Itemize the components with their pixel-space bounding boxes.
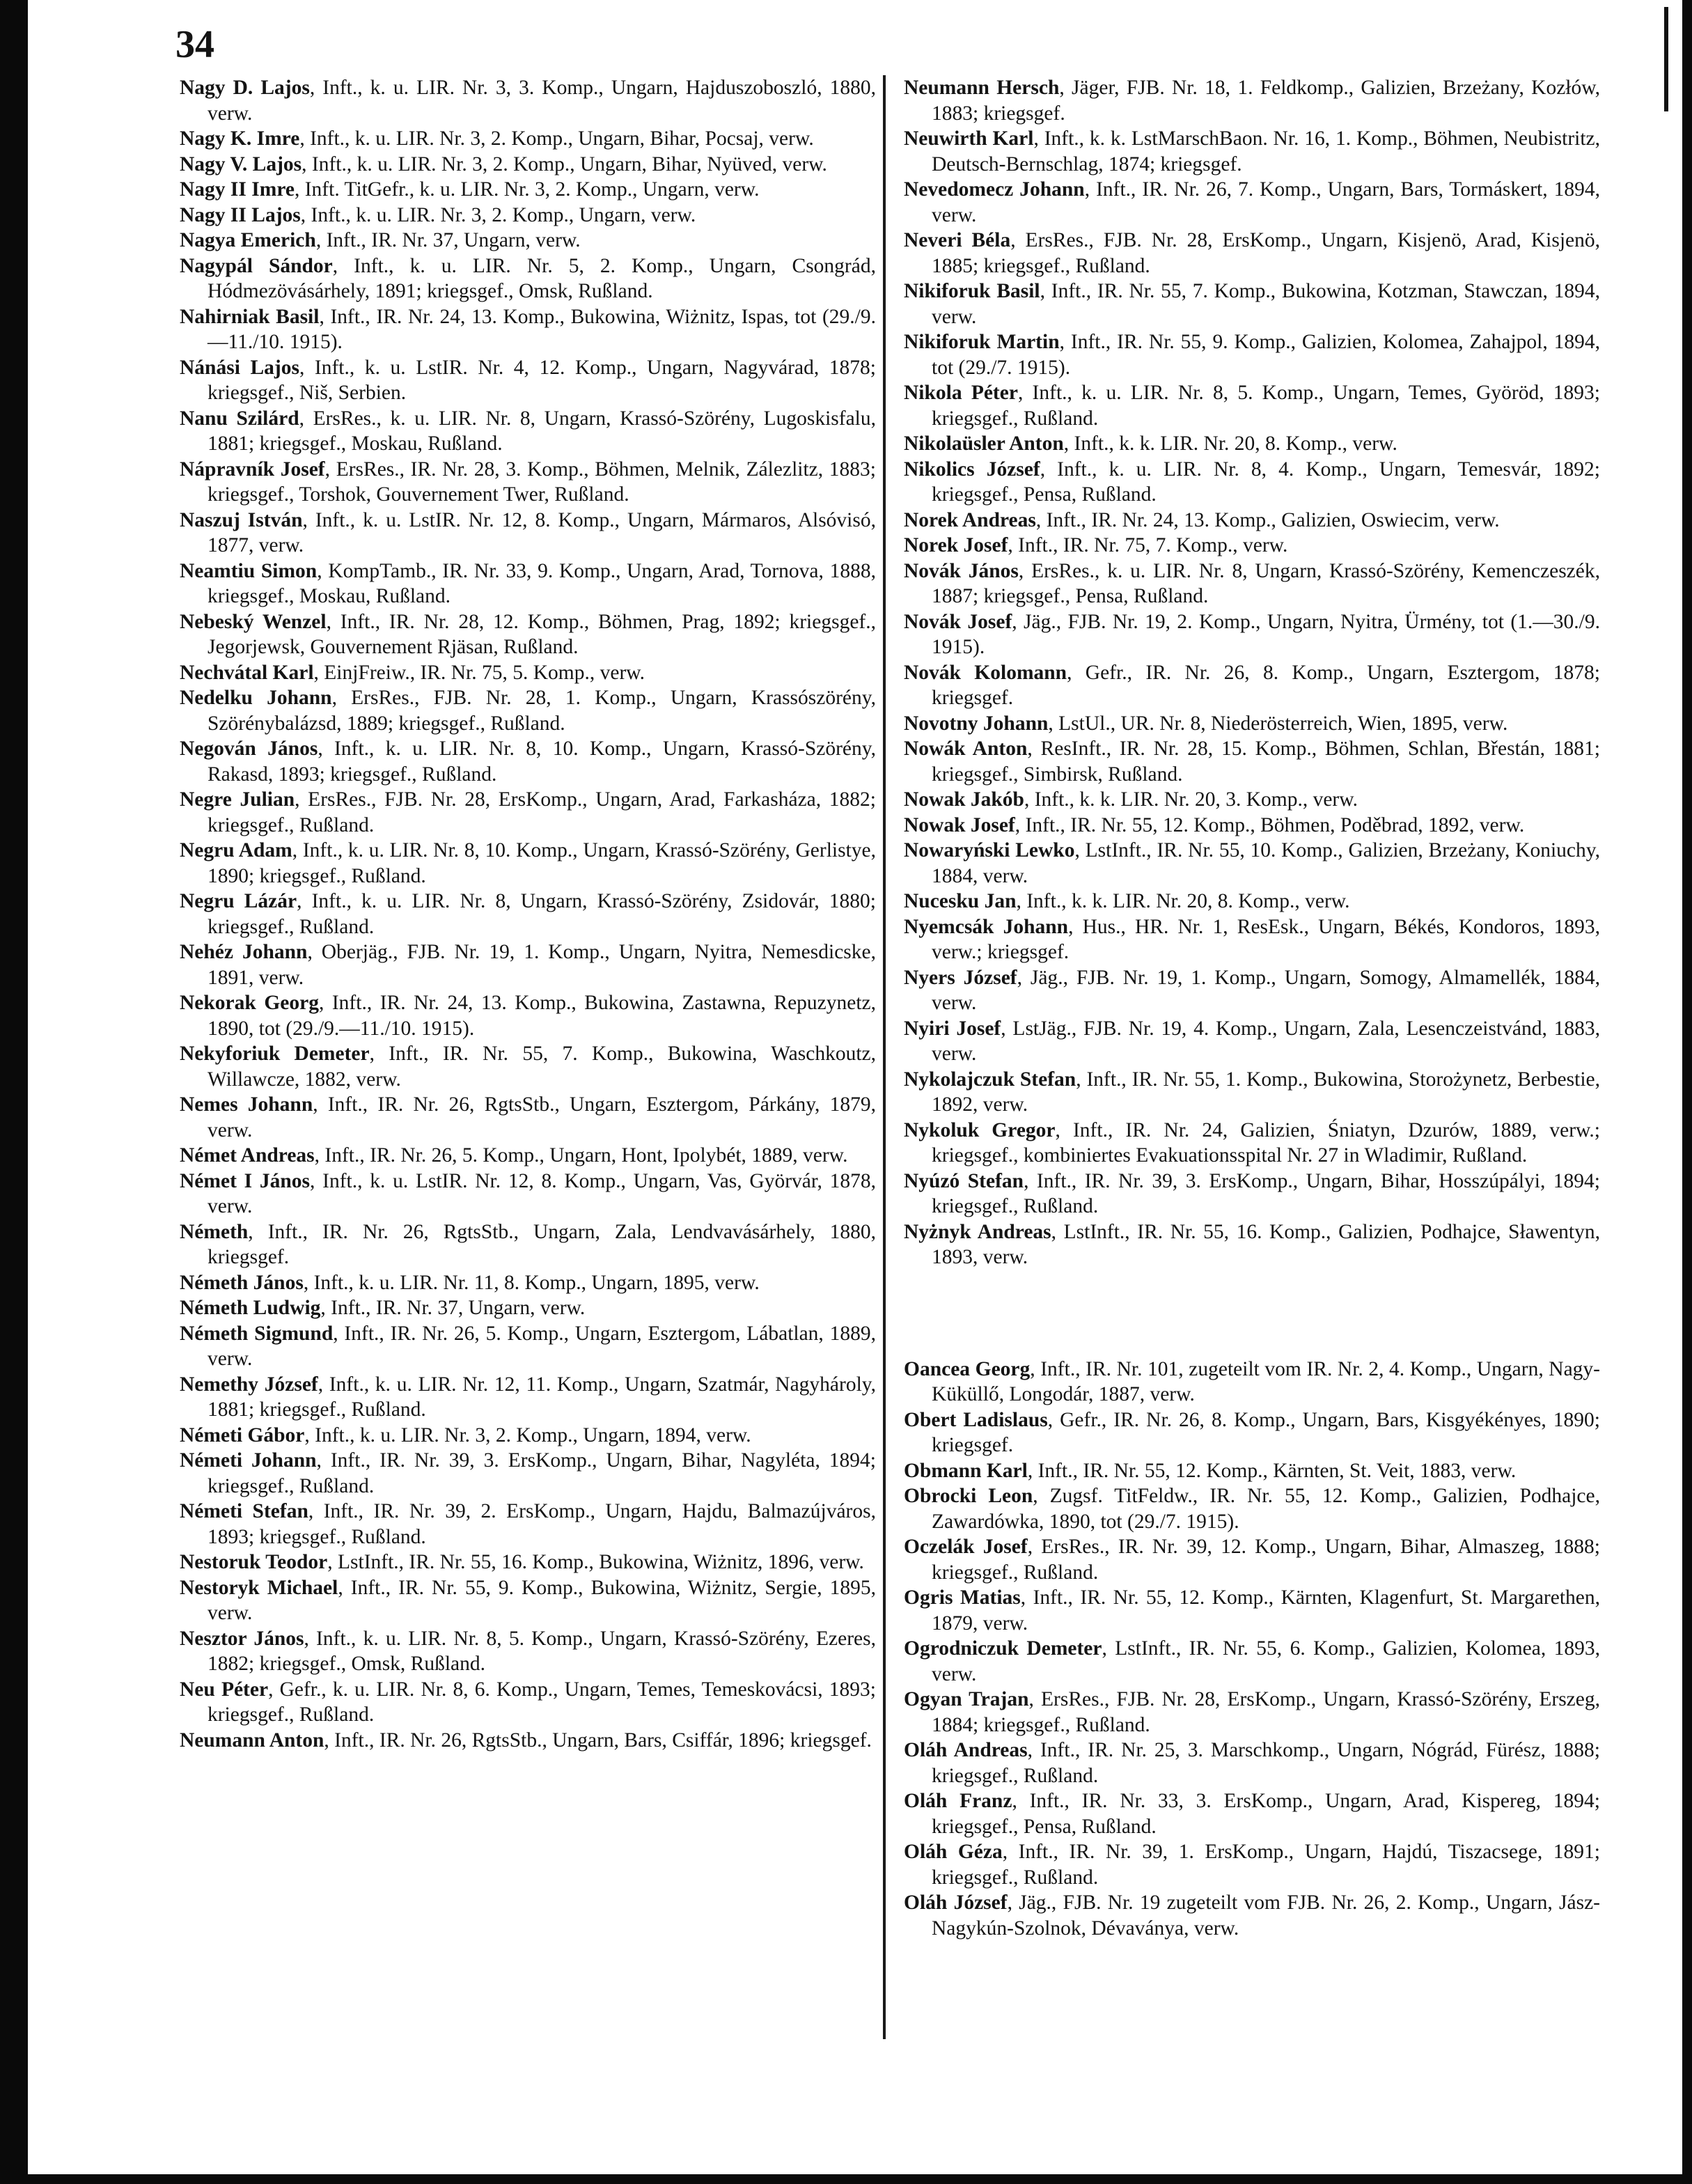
register-entry [180,889,876,939]
entry-name: Nestoryk Michael [180,1576,338,1599]
entry-details: , Inft., IR. Nr. 26, RgtsStb., Ungarn, Bars, Csiffár, 1896; kriegsgef. [324,1729,872,1752]
register-entry [180,177,876,203]
entry-name: Oczelák Josef [904,1536,1028,1558]
register-entry [904,1839,1600,1890]
entry-details: , LstInft., IR. Nr. 55, 16. Komp., Bukowina, Wiżnitz, 1896, verw. [327,1551,864,1573]
register-entry [904,1407,1600,1458]
register-entry [904,838,1600,889]
entry-details: , Inft., IR. Nr. 25, 3. Marschkomp., Ungarn, Nógrád, Fürész, 1888; kriegsgef., Rußland. [932,1739,1600,1787]
entry-name: Nestoruk Teodor [180,1551,328,1573]
entry-details: , Inft., IR. Nr. 24, 13. Komp., Galizien, Oswiecim, verw. [1035,508,1500,531]
entry-details: , Inft., k. u. LIR. Nr. 8, 5. Komp., Ungarn, Krassó-Szörény, Ezeres, 1882; kriegsgef., Omsk, Rußland. [207,1627,876,1675]
entry-details: , Inft., IR. Nr. 24, 13. Komp., Bukowina, Zastawna, Repuzynetz, 1890, tot (29./9.—11./10. 1915). [207,992,877,1040]
register-entry [904,1483,1600,1534]
entry-details: , ErsRes., FJB. Nr. 28, ErsKomp., Ungarn, Krassó-Szörény, Erszeg, 1884; kriegsgef., Rußland. [932,1688,1600,1736]
entry-name: Nehéz Johann [180,941,308,963]
section-gap [904,1270,1600,1357]
register-entry [180,75,876,126]
entry-name: Ogyan Trajan [904,1688,1029,1710]
register-entry [180,1372,876,1423]
entry-name: Obmann Karl [904,1459,1028,1482]
entry-name: Negru Adam [180,839,292,861]
entry-details: , LstInft., IR. Nr. 55, 6. Komp., Galizien, Kolomea, 1893, verw. [932,1637,1600,1685]
entry-details: , KompTamb., IR. Nr. 33, 9. Komp., Ungarn, Arad, Tornova, 1888, kriegsgef., Moskau, Rußland. [207,559,876,607]
entry-details: , Inft., IR. Nr. 26, 5. Komp., Ungarn, Esztergom, Lábatlan, 1889, verw. [207,1322,876,1370]
register-entry [180,1169,876,1219]
entry-details: , Hus., HR. Nr. 1, ResEsk., Ungarn, Békés, Kondoros, 1893, verw.; kriegsgef. [932,915,1601,963]
entry-name: Nagy D. Lajos [180,77,310,99]
entry-details: , Inft., IR. Nr. 55, 1. Komp., Bukowina, Storożynetz, Berbestie, 1892, verw. [932,1068,1600,1116]
entry-details: , Inft., k. u. LIR. Nr. 3, 2. Komp., Ungarn, verw. [300,203,696,226]
register-entry [180,203,876,228]
entry-name: Nagy II Lajos [180,203,301,226]
entry-details: , Inft., IR. Nr. 55, 12. Komp., Böhmen, Poděbrad, 1892, verw. [1015,813,1525,836]
entry-details: , Inft. TitGefr., k. u. LIR. Nr. 3, 2. Komp., Ungarn, verw. [294,178,760,201]
entry-details: , Oberjäg., FJB. Nr. 19, 1. Komp., Ungarn, Nyitra, Nemesdicske, 1891, verw. [207,941,876,989]
entry-details: , Inft., IR. Nr. 33, 3. ErsKomp., Ungarn, Arad, Kispereg, 1894; kriegsgef., Pensa, Rußland. [932,1790,1600,1838]
entry-details: , ErsRes., FJB. Nr. 28, 1. Komp., Ungarn, Krassószörény, Szörénybalázsd, 1889; kriegsgef., Rußland. [207,687,876,735]
entry-name: Nesztor János [180,1627,304,1650]
entry-name: Nucesku Jan [904,890,1017,912]
register-entry [180,1270,876,1296]
entry-details: , ErsRes., FJB. Nr. 28, ErsKomp., Ungarn, Kisjenö, Arad, Kisjenö, 1885; kriegsgef., Rußland. [932,229,1600,277]
entry-details: , Gefr., IR. Nr. 26, 8. Komp., Ungarn, Bars, Kisgyékényes, 1890; kriegsgef. [932,1408,1600,1456]
register-entry [904,889,1600,914]
entry-details: , Inft., k. u. LIR. Nr. 3, 3. Komp., Ungarn, Hajduszoboszló, 1880, verw. [207,77,876,125]
entry-name: Novák Josef [904,610,1012,633]
register-entry [904,126,1600,177]
register-entry [180,660,876,686]
register-entry [904,1788,1600,1839]
register-entry [180,152,876,178]
entry-name: Nagy K. Imre [180,127,300,150]
entry-details: , Inft., k. u. LIR. Nr. 3, 2. Komp., Ungarn, Bihar, Nyüved, verw. [301,153,827,176]
register-entry [904,1118,1600,1169]
register-entry [904,965,1600,1016]
register-entry [904,1534,1600,1585]
entry-name: Nowak Jakób [904,788,1024,811]
register-entry [180,304,876,355]
register-entry [180,1448,876,1499]
register-entry [904,228,1600,279]
entry-name: Neuwirth Karl [904,127,1034,150]
register-entry [180,1677,876,1728]
register-entry [180,1499,876,1550]
entry-name: Nagya Emerich [180,229,316,251]
register-entry [180,838,876,889]
entry-details: , Inft., IR. Nr. 37, Ungarn, verw. [315,229,581,251]
entry-name: Novotny Johann [904,712,1049,735]
register-entry [904,457,1600,508]
entry-details: , Inft., k. u. LIR. Nr. 8, 10. Komp., Ungarn, Krassó-Szörény, Gerlistye, 1890; kriegsgef., Rußland. [207,839,876,887]
register-entry [180,559,876,609]
entry-details: , LstJäg., FJB. Nr. 19, 4. Komp., Ungarn, Zala, Lesenczeistvánd, 1883, verw. [932,1017,1601,1065]
entry-details: , Inft., IR. Nr. 39, 3. ErsKomp., Ungarn, Bihar, Hosszúpályi, 1894; kriegsgef., Rußland. [932,1169,1600,1217]
right-column-n-entries [904,75,1600,1270]
entry-details: , Inft., IR. Nr. 26, RgtsStb., Ungarn, Zala, Lendvavásárhely, 1880, kriegsgef. [207,1220,876,1268]
register-entry [904,1458,1600,1484]
entry-name: Nápravník Josef [180,458,325,481]
entry-details: , Inft., IR. Nr. 101, zugeteilt vom IR. Nr. 2, 4. Komp., Ungarn, Nagy-Küküllő, Longodár, 1887, verw. [932,1357,1600,1405]
entry-name: Nekorak Georg [180,992,319,1014]
entry-name: Ogrodniczuk Demeter [904,1637,1102,1660]
entry-name: Nemes Johann [180,1093,313,1116]
register-entry [904,1585,1600,1636]
entry-name: Németi Gábor [180,1424,305,1446]
entry-name: Nykolajczuk Stefan [904,1068,1076,1091]
entry-details: , ErsRes., k. u. LIR. Nr. 8, Ungarn, Krassó-Szörény, Kemenczeszék, 1887; kriegsgef., Pensa, Rußland. [932,559,1600,607]
entry-name: Nyúzó Stefan [904,1169,1024,1192]
entry-name: Oláh József [904,1892,1008,1914]
entry-details: , Inft., IR. Nr. 39, 2. ErsKomp., Ungarn, Hajdu, Balmazújváros, 1893; kriegsgef., Rußland. [207,1500,876,1548]
register-entry [904,1738,1600,1788]
register-entry [904,1357,1600,1407]
entry-name: Naszuj István [180,508,303,531]
entry-name: Nykoluk Gregor [904,1118,1056,1141]
register-entry [904,559,1600,609]
entry-name: Oláh Franz [904,1790,1012,1812]
entry-name: Nowak Josef [904,813,1015,836]
entry-name: Nechvátal Karl [180,661,314,684]
scan-bottom-edge [0,2174,1692,2184]
register-entry [904,711,1600,737]
entry-name: Német I János [180,1169,310,1192]
entry-details: , Inft., k. u. LstIR. Nr. 12, 8. Komp., Ungarn, Vas, Györvár, 1878, verw. [207,1169,876,1217]
entry-details: , Inft., k. u. LIR. Nr. 5, 2. Komp., Ungarn, Csongrád, Hódmezövásárhely, 1891; kriegsgef., Omsk, Rußland. [207,254,876,302]
entry-details: , Inft., IR. Nr. 55, 12. Komp., Kärnten, Klagenfurt, St. Margarethen, 1879, verw. [932,1586,1601,1635]
entry-name: Nagy V. Lajos [180,153,302,176]
entry-name: Nagy II Imre [180,178,295,201]
entry-name: Neamtiu Simon [180,559,318,582]
register-entry [904,787,1600,813]
entry-name: Nebeský Wenzel [180,610,327,633]
register-entry [180,228,876,254]
entry-details: , Jäger, FJB. Nr. 18, 1. Feldkomp., Galizien, Brzeżany, Kozłów, 1883; kriegsgef. [932,77,1600,125]
entry-name: Norek Josef [904,534,1008,556]
register-entry [904,660,1600,711]
entry-name: Nyiri Josef [904,1017,1001,1040]
register-entry [180,1321,876,1372]
entry-name: Németi Stefan [180,1500,308,1522]
register-entry [180,508,876,559]
entry-details: , Inft., k. k. LIR. Nr. 20, 3. Komp., verw. [1024,788,1358,811]
entry-details: , Inft., k. u. LIR. Nr. 12, 11. Komp., Ungarn, Szatmár, Nagyhároly, 1881; kriegsgef., Rußland. [207,1373,876,1421]
entry-details: , ResInft., IR. Nr. 28, 15. Komp., Böhmen, Schlan, Břestán, 1881; kriegsgef., Simbirsk, Rußland. [932,738,1600,786]
register-entry [904,736,1600,787]
entry-name: Nahirniak Basil [180,305,320,328]
entry-name: Nowaryński Lewko [904,839,1075,861]
right-column [904,75,1600,1941]
register-entry [180,406,876,457]
entry-name: Nagypál Sándor [180,254,333,277]
entry-name: Német Andreas [180,1144,315,1167]
entry-details: , Inft., IR. Nr. 55, 9. Komp., Galizien, Kolomea, Zahajpol, 1894, tot (29./7. 1915). [932,331,1601,379]
register-entry [180,1143,876,1169]
register-entry [180,1423,876,1449]
register-entry [180,355,876,406]
entry-name: Nyemcsák Johann [904,915,1069,938]
scan-right-edge [1682,0,1692,2184]
register-entry [904,1169,1600,1219]
entry-details: , Inft., IR. Nr. 37, Ungarn, verw. [320,1297,586,1319]
entry-details: , Inft., k. u. LstIR. Nr. 12, 8. Komp., Ungarn, Mármaros, Alsóvisó, 1877, verw. [207,508,876,556]
entry-name: Oláh Andreas [904,1739,1028,1761]
register-entry [904,431,1600,457]
entry-details: , Inft., k. k. LIR. Nr. 20, 8. Komp., verw. [1063,432,1397,455]
entry-name: Negován János [180,738,318,760]
register-entry [180,1626,876,1677]
entry-name: Németh [180,1220,249,1243]
entry-details: , Inft., k. k. LstMarschBaon. Nr. 16, 1. Komp., Böhmen, Neubistritz, Deutsch-Bernschlag, 1874; kriegsgef. [932,127,1601,176]
register-entry [180,787,876,838]
register-entry [904,380,1600,431]
entry-name: Nowák Anton [904,738,1028,760]
register-entry [904,329,1600,380]
register-entry [904,1687,1600,1738]
entry-name: Németh János [180,1271,304,1294]
entry-details: , Inft., k. u. LstIR. Nr. 4, 12. Komp., Ungarn, Nagyvárad, 1878; kriegsgef., Niš, Serbien. [207,356,876,404]
entry-name: Nikiforuk Basil [904,280,1040,302]
entry-details: , Inft., k. k. LIR. Nr. 20, 8. Komp., verw. [1016,890,1350,912]
entry-name: Németh Ludwig [180,1297,321,1319]
entry-details: , Inft., IR. Nr. 26, 5. Komp., Ungarn, Hont, Ipolybét, 1889, verw. [314,1144,848,1167]
register-entry [180,939,876,990]
entry-details: , ErsRes., IR. Nr. 39, 12. Komp., Ungarn, Bihar, Almaszeg, 1888; kriegsgef., Rußland. [932,1536,1600,1584]
entry-details: , LstInft., IR. Nr. 55, 10. Komp., Galizien, Brzeżany, Koniuchy, 1884, verw. [932,839,1600,887]
entry-name: Novák Kolomann [904,661,1067,684]
register-entry [904,914,1600,965]
entry-details: , Inft., IR. Nr. 26, RgtsStb., Ungarn, Esztergom, Párkány, 1879, verw. [207,1093,876,1141]
entry-details: , Inft., IR. Nr. 24, Galizien, Śniatyn, Dzurów, 1889, verw.; kriegsgef., kombiniertes Evakuationsspital Nr. 27 in Wladimir, Rußland. [932,1118,1600,1167]
entry-name: Nekyforiuk Demeter [180,1043,370,1065]
entry-details: , ErsRes., FJB. Nr. 28, ErsKomp., Ungarn, Arad, Farkasháza, 1882; kriegsgef., Rußland. [207,788,876,836]
entry-name: Nanu Szilárd [180,407,299,430]
entry-details: , LstUl., UR. Nr. 8, Niederösterreich, Wien, 1895, verw. [1048,712,1508,735]
register-entry [904,1219,1600,1270]
entry-name: Obert Ladislaus [904,1408,1048,1431]
entry-name: Nánási Lajos [180,356,299,379]
entry-details: , Inft., IR. Nr. 39, 1. ErsKomp., Ungarn, Hajdú, Tiszacsege, 1891; kriegsgef., Rußland. [932,1841,1600,1889]
scan-left-edge [0,0,28,2184]
register-entry [904,177,1600,228]
register-entry [180,1575,876,1626]
register-entry [180,1550,876,1575]
entry-details: , Jäg., FJB. Nr. 19 zugeteilt vom FJB. Nr. 26, 2. Komp., Ungarn, Jász-Nagykún-Szolnok, Dévaványa, verw. [932,1892,1600,1940]
entry-details: , Inft., k. u. LIR. Nr. 11, 8. Komp., Ungarn, 1895, verw. [303,1271,760,1294]
margin-rule [1664,7,1668,111]
register-entry [180,1041,876,1092]
entry-name: Nyers József [904,966,1017,989]
entry-details: , Inft., k. u. LIR. Nr. 8, 10. Komp., Ungarn, Krassó-Szörény, Rakasd, 1893; kriegsgef., Rußland. [207,738,876,786]
entry-name: Nevedomecz Johann [904,178,1085,201]
register-entry [180,457,876,508]
entry-name: Nedelku Johann [180,687,332,709]
column-divider [883,75,886,2039]
entry-name: Nemethy József [180,1373,318,1396]
entry-details: , Inft., k. u. LIR. Nr. 8, 4. Komp., Ungarn, Temesvár, 1892; kriegsgef., Pensa, Rußland. [932,458,1600,506]
entry-details: , Jäg., FJB. Nr. 19, 1. Komp., Ungarn, Somogy, Almamellék, 1884, verw. [932,966,1601,1014]
entry-name: Nyżnyk Andreas [904,1220,1051,1243]
entry-details: , Gefr., k. u. LIR. Nr. 8, 6. Komp., Ungarn, Temes, Temeskovácsi, 1893; kriegsgef., Rußland. [207,1678,876,1726]
entry-details: , Jäg., FJB. Nr. 19, 2. Komp., Ungarn, Nyitra, Ürmény, tot (1.—30./9. 1915). [932,610,1600,658]
left-column [180,75,876,1753]
entry-name: Negre Julian [180,788,295,811]
entry-name: Neumann Hersch [904,77,1060,99]
entry-name: Nikola Péter [904,382,1018,404]
entry-details: , Inft., IR. Nr. 28, 12. Komp., Böhmen, Prag, 1892; kriegsgef., Jegorjewsk, Gouvernement Rjäsan, Rußland. [207,610,876,658]
entry-details: , EinjFreiw., IR. Nr. 75, 5. Komp., verw. [313,661,645,684]
entry-details: , Zugsf. TitFeldw., IR. Nr. 55, 12. Komp., Galizien, Podhajce, Zawardówka, 1890, tot (29./7. 1915). [932,1485,1600,1533]
register-entry [180,736,876,787]
entry-details: , Inft., IR. Nr. 55, 12. Komp., Kärnten, St. Veit, 1883, verw. [1027,1459,1517,1482]
entry-name: Ogris Matias [904,1586,1021,1609]
register-entry [904,1636,1600,1687]
entry-name: Németi Johann [180,1449,317,1472]
entry-details: , Inft., k. u. LIR. Nr. 8, 5. Komp., Ungarn, Temes, Györöd, 1893; kriegsgef., Rußland. [932,382,1600,430]
entry-name: Németh Sigmund [180,1322,334,1345]
register-entry [904,609,1600,660]
entry-name: Oláh Géza [904,1841,1003,1863]
entry-name: Obrocki Leon [904,1485,1033,1507]
register-entry [904,508,1600,533]
entry-details: , Inft., k. u. LIR. Nr. 3, 2. Komp., Ungarn, Bihar, Pocsaj, verw. [299,127,814,150]
register-entry [180,126,876,152]
register-entry [904,1067,1600,1118]
register-entry [904,1016,1600,1067]
entry-details: , Inft., IR. Nr. 55, 7. Komp., Bukowina, Waschkoutz, Willawcze, 1882, verw. [207,1043,876,1091]
entry-name: Neu Péter [180,1678,269,1701]
register-entry [180,609,876,660]
entry-details: , Inft., IR. Nr. 75, 7. Komp., verw. [1008,534,1288,556]
register-entry [180,254,876,304]
entry-name: Oancea Georg [904,1357,1031,1380]
entry-details: , Inft., IR. Nr. 55, 7. Komp., Bukowina, Kotzman, Stawczan, 1894, verw. [932,280,1600,328]
register-entry [180,1295,876,1321]
entry-details: , Inft., k. u. LIR. Nr. 3, 2. Komp., Ungarn, 1894, verw. [304,1424,751,1446]
entry-name: Negru Lázár [180,890,297,912]
entry-details: , Gefr., IR. Nr. 26, 8. Komp., Ungarn, Esztergom, 1878; kriegsgef. [932,661,1600,709]
entry-details: , Inft., IR. Nr. 24, 13. Komp., Bukowina, Wiżnitz, Ispas, tot (29./9.—11./10. 1915). [207,305,877,353]
entry-name: Neumann Anton [180,1729,324,1752]
entry-name: Norek Andreas [904,508,1036,531]
register-entry [904,279,1600,329]
register-entry [180,990,876,1041]
register-entry [904,533,1600,559]
register-entry [180,1092,876,1143]
entry-details: , LstInft., IR. Nr. 55, 16. Komp., Galizien, Podhajce, Sławentyn, 1893, verw. [932,1220,1600,1268]
entry-details: , Inft., IR. Nr. 39, 3. ErsKomp., Ungarn, Bihar, Nagyléta, 1894; kriegsgef., Rußland. [207,1449,876,1497]
register-entry [904,1890,1600,1941]
entry-details: , ErsRes., IR. Nr. 28, 3. Komp., Böhmen, Melnik, Zálezlitz, 1883; kriegsgef., Torshok, Gouvernement Twer, Rußland. [207,458,876,506]
register-entry [180,1728,876,1754]
entry-details: , Inft., k. u. LIR. Nr. 8, Ungarn, Krassó-Szörény, Zsidovár, 1880; kriegsgef., Rußland. [207,890,876,938]
entry-details: , ErsRes., k. u. LIR. Nr. 8, Ungarn, Krassó-Szörény, Lugoskisfalu, 1881; kriegsgef., Moskau, Rußland. [207,407,876,455]
entry-details: , Inft., IR. Nr. 55, 9. Komp., Bukowina, Wiżnitz, Sergie, 1895, verw. [207,1576,876,1624]
entry-name: Nikiforuk Martin [904,331,1060,353]
register-entry [180,1219,876,1270]
register-entry [904,813,1600,838]
entry-name: Nikolics József [904,458,1040,481]
entry-name: Novák János [904,559,1019,582]
register-entry [180,685,876,736]
entry-name: Nikolaüsler Anton [904,432,1064,455]
entry-details: , Inft., IR. Nr. 26, 7. Komp., Ungarn, Bars, Tormáskert, 1894, verw. [932,178,1600,226]
entry-name: Neveri Béla [904,229,1011,251]
page-number: 34 [175,23,214,66]
right-column-o-entries [904,1357,1600,1942]
register-entry [904,75,1600,126]
